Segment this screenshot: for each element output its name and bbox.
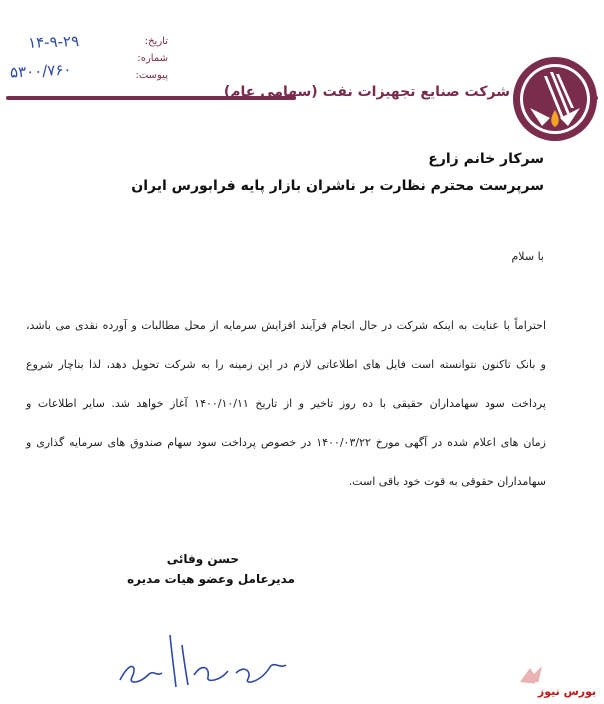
addressee-name: سرکار خانم زارع [428, 151, 544, 167]
body-line: سهامداران حقوقی به قوت خود باقی است. [348, 475, 546, 488]
signature-block [127, 552, 295, 592]
attachment-label: پیوست: [135, 70, 168, 81]
number-label: شماره: [137, 53, 168, 64]
oil-company-logo-icon [512, 56, 598, 142]
handwritten-signature-icon [110, 625, 300, 695]
handwritten-number: ۵۳۰۰/۷۶۰ [9, 60, 72, 82]
body-line: پرداخت سود سهامداران حقیقی با ده روز تاخیر و از تاریخ ۱۴۰۰/۱۰/۱۱ آغاز خواهد شد. سایر اطلاعات و [26, 397, 546, 410]
greeting: با سلام [511, 250, 544, 263]
body-line: و بانک تاکنون نتوانسته است فایل های اطلاعاتی لازم در این زمینه را به شرکت تحویل دهد، لذا بناچار شروع [26, 358, 546, 371]
source-badge: بورس نیوز [535, 682, 599, 702]
body-line: زمان های اعلام شده در آگهی مورخ ۱۴۰۰/۰۳/۲۲ در خصوص پرداخت سود سهام صندوق های سرمایه گذاری و [26, 436, 546, 449]
date-label: تاریخ: [144, 36, 168, 47]
handwritten-date: ۱۴-۹-۲۹ [27, 32, 80, 52]
addressee-title: سرپرست محترم نظارت بر ناشران بازار پایه فرابورس ایران [131, 178, 544, 194]
body-line: احتراماً با عنایت به اینکه شرکت در حال انجام فرآیند افزایش سرمایه از محل مطالبات و آورده نقدی می باشد، [26, 319, 546, 332]
signer-name: حسن وفائی [166, 552, 239, 566]
company-name: شرکت صنایع تجهیزات نفت (سهامی عام) [223, 84, 510, 100]
signer-title: مدیرعامل وعضو هیات مدیره [127, 572, 295, 586]
